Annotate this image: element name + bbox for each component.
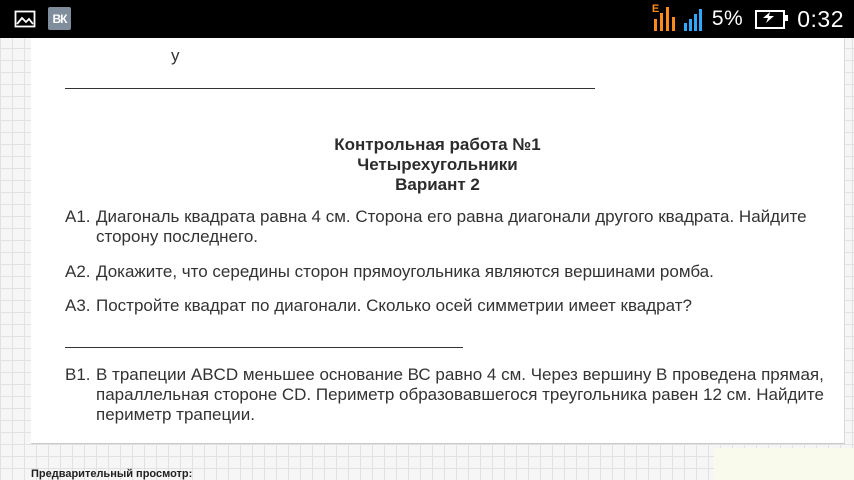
gallery-icon[interactable] <box>14 8 36 30</box>
task-text: В трапеции ABCD меньшее основание ВС равно 4 см. Через вершину В проведена прямая, параллельная стороне CD. Периметр образовавшегося треугольника равен 12 см. Найдите периметр трапеции. <box>96 365 824 424</box>
task-a3 <box>65 296 830 316</box>
battery-icon <box>755 10 785 29</box>
signal-icon <box>652 5 678 33</box>
cell-signal-icon <box>684 7 702 31</box>
task-text: Постройте квадрат по диагонали. Сколько осей симметрии имеет квадрат? <box>96 296 692 315</box>
task-b1 <box>65 365 830 425</box>
battery-percent: 5% <box>711 7 744 30</box>
clock: 0:32 <box>797 5 844 32</box>
task-number: В1. <box>65 365 91 384</box>
task-text: Докажите, что середины сторон прямоугольника являются вершинами ромба. <box>96 262 714 281</box>
subtitle-line: Четырехугольники <box>357 155 518 174</box>
preview-label: Предварительный просмотр: <box>31 468 193 480</box>
task-a2 <box>65 262 830 282</box>
partial-text: у <box>171 46 180 65</box>
task-number: А3. <box>65 296 91 315</box>
title-line: Контрольная работа №1 <box>334 135 541 154</box>
vk-icon[interactable]: ВК <box>48 7 71 30</box>
separator-line <box>65 347 463 348</box>
document-page[interactable] <box>31 20 845 444</box>
separator-line <box>65 88 595 89</box>
task-number: А2. <box>65 262 91 281</box>
task-text: Диагональ квадрата равна 4 см. Сторона его равна диагонали другого квадрата. Найдите сторону последнего. <box>96 207 807 246</box>
page-title <box>31 135 844 195</box>
task-a1 <box>65 207 830 247</box>
variant-line: Вариант 2 <box>395 175 480 194</box>
side-panel <box>714 448 854 480</box>
status-bar <box>0 0 854 38</box>
network-type-label: E <box>651 3 660 15</box>
task-number: А1. <box>65 207 91 226</box>
